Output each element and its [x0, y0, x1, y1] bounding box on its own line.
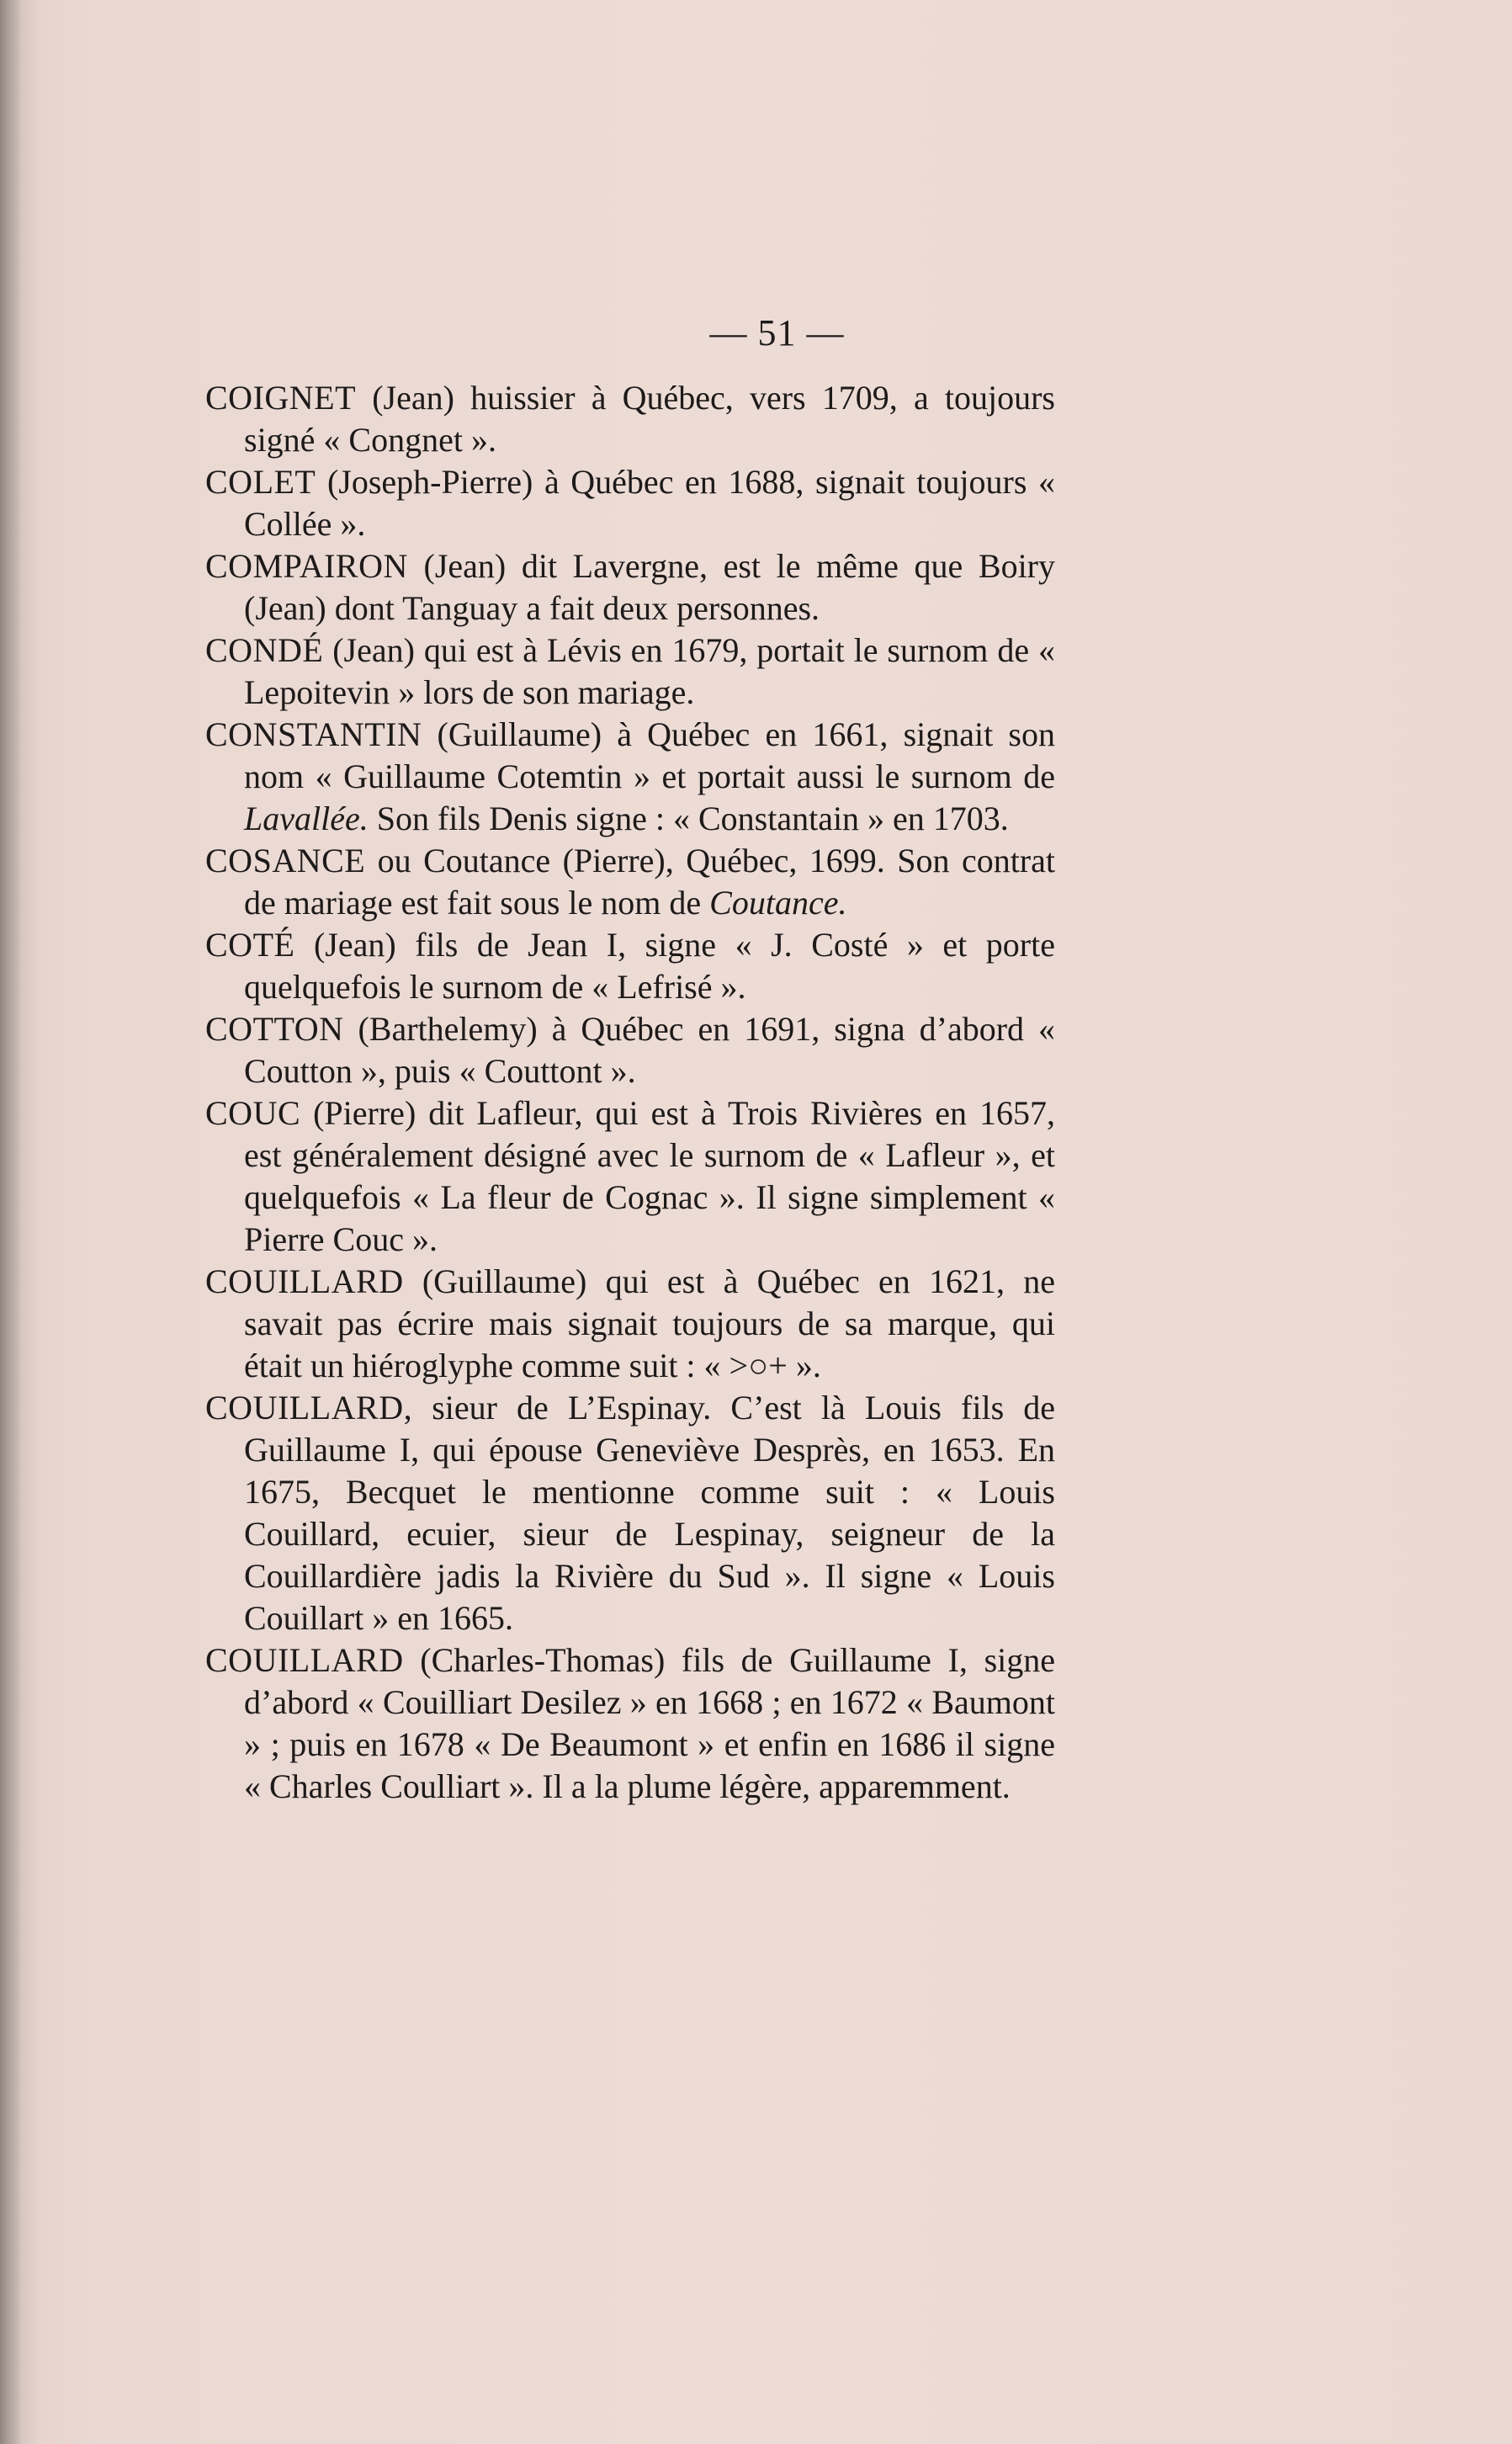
entry-coignet — [205, 377, 1055, 461]
entry-text: sieur de L’Espinay. C’est là Louis fils de Guillaume I, qui épouse Geneviève Desprès, en 1653. En 1675, Becquet le mentionne comme suit : « Louis Couillard, ecuier, sieur de Lespinay, seigneur de la Couillardière jadis la Rivière du Sud ». Il signe « Louis Couillart » en 1665. — [244, 1389, 1055, 1637]
entry-text: ou Coutance (Pierre), Québec, 1699. Son contrat de mariage est fait sous le nom de — [244, 842, 1055, 922]
page-number: — 51 — — [709, 312, 845, 353]
entry-conde — [205, 630, 1055, 714]
entry-couc — [205, 1092, 1055, 1261]
entry-text: (Jean) huissier à Québec, vers 1709, a toujours signé « Congnet ». — [244, 379, 1055, 459]
entry-name: COSANCE — [205, 842, 366, 879]
entry-text-continued: Son fils Denis signe : « Constantain » en 1703. — [368, 800, 1009, 837]
entry-name: COUC — [205, 1094, 301, 1132]
binding-gutter-shadow — [0, 0, 22, 2444]
entry-cosance — [205, 840, 1055, 924]
entry-name: CONSTANTIN — [205, 715, 422, 753]
entry-text: (Jean) dit Lavergne, est le même que Boiry (Jean) dont Tanguay a fait deux personnes. — [244, 547, 1055, 627]
entry-compairon — [205, 545, 1055, 630]
entry-cote — [205, 924, 1055, 1008]
entry-name: COUILLARD, — [205, 1389, 413, 1427]
entry-name: COMPAIRON — [205, 547, 408, 585]
entry-couillard-guillaume — [205, 1261, 1055, 1387]
entry-name: COUILLARD — [205, 1641, 404, 1679]
entry-name: COIGNET — [205, 379, 357, 417]
entry-text: (Charles-Thomas) fils de Guillaume I, signe d’abord « Couilliart Desilez » en 1668 ; en 1672 « Baumont » ; puis en 1678 « De Beaumont » et enfin en 1686 il signe « Charles Coulliart ». Il a la plume légère, apparemment. — [244, 1641, 1055, 1805]
entry-text: (Pierre) dit Lafleur, qui est à Trois Rivières en 1657, est généralement désigné avec le surnom de « Lafleur », et quelquefois « La fleur de Cognac ». Il signe simplement « Pierre Couc ». — [244, 1094, 1055, 1258]
entry-cotton — [205, 1008, 1055, 1092]
entry-name: COTTON — [205, 1010, 344, 1048]
entry-name: CONDÉ — [205, 631, 324, 669]
entry-text: (Joseph-Pierre) à Québec en 1688, signait toujours « Collée ». — [244, 463, 1055, 543]
entry-text: (Jean) fils de Jean I, signe « J. Costé » et porte quelquefois le surnom de « Lefrisé ». — [244, 926, 1055, 1006]
entry-text: (Guillaume) à Québec en 1661, signait son nom « Guillaume Cotemtin » et portait aussi le surnom de — [244, 715, 1055, 795]
entry-colet — [205, 461, 1055, 545]
entry-name: COLET — [205, 463, 316, 501]
entry-italic-surname: Lavallée. — [244, 800, 369, 837]
entry-italic-surname: Coutance. — [709, 884, 847, 922]
entry-constantin — [205, 714, 1055, 840]
entry-name: COUILLARD — [205, 1262, 404, 1300]
entry-text: (Jean) qui est à Lévis en 1679, portait le surnom de « Lepoitevin » lors de son mariage. — [244, 631, 1055, 711]
entries-text-block — [205, 377, 1055, 1808]
entry-text: (Barthelemy) à Québec en 1691, signa d’abord « Coutton », puis « Couttont ». — [244, 1010, 1055, 1090]
entry-couillard-espinay — [205, 1387, 1055, 1639]
entry-couillard-charles-thomas — [205, 1639, 1055, 1808]
entry-text: (Guillaume) qui est à Québec en 1621, ne savait pas écrire mais signait toujours de sa marque, qui était un hiéroglyphe comme suit : « >○+ ». — [244, 1262, 1055, 1384]
entry-name: COTÉ — [205, 926, 295, 964]
